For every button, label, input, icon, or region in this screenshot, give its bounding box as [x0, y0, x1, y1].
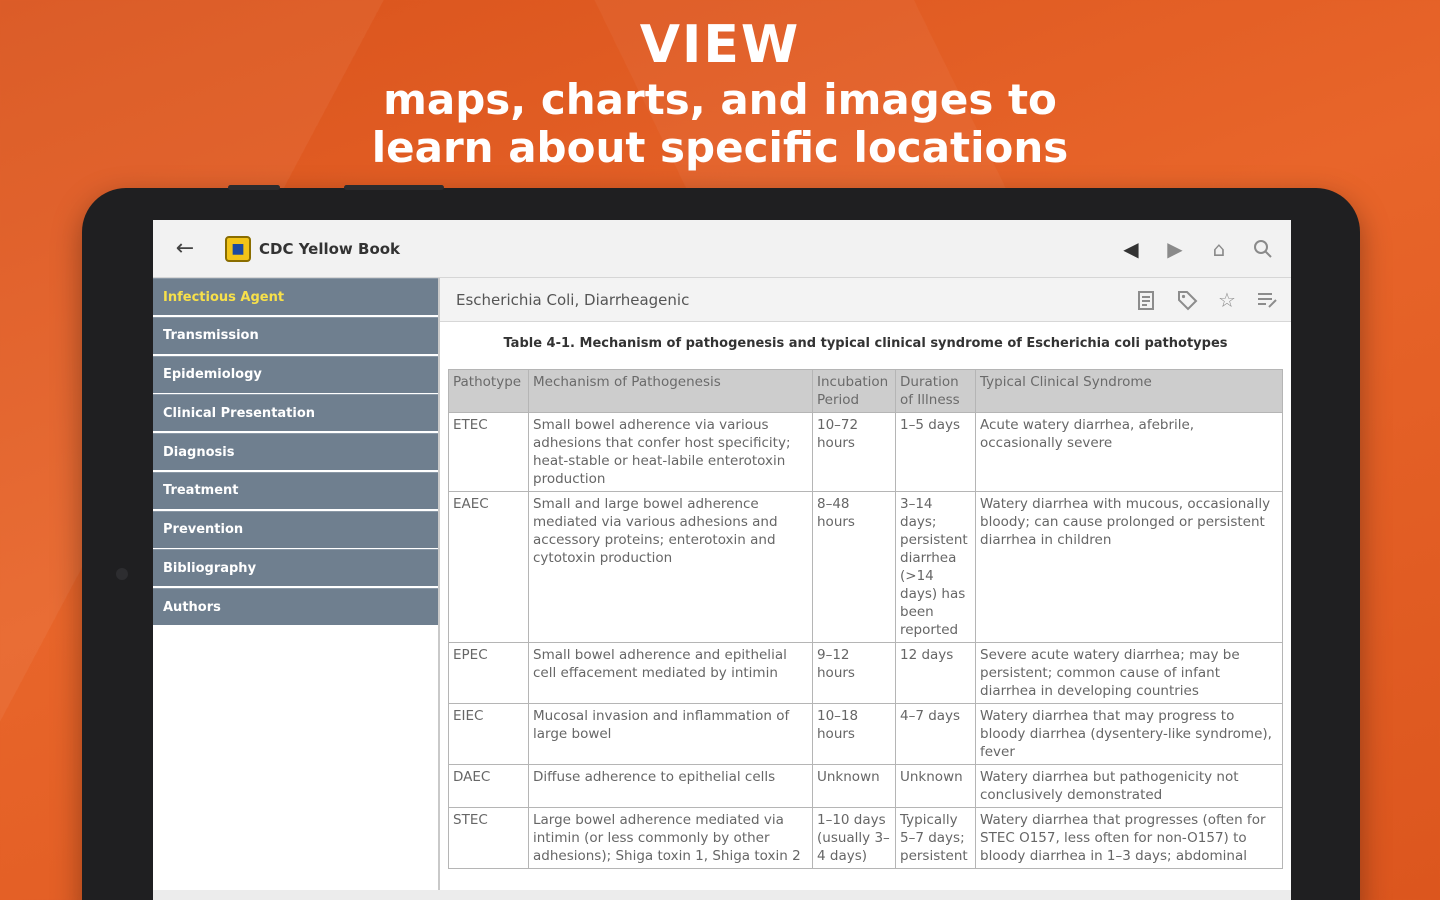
- table-row: [449, 492, 1283, 643]
- search-icon[interactable]: [1243, 229, 1283, 269]
- tag-icon[interactable]: [1169, 282, 1205, 318]
- app-bar: [153, 220, 1291, 278]
- cell-mechanism: Small bowel adherence via various adhesions that confer host specificity; heat-stable or heat-labile enterotoxin production: [529, 413, 813, 492]
- cell-duration: 4–7 days: [896, 704, 976, 765]
- header-syndrome: Typical Clinical Syndrome: [976, 370, 1283, 413]
- notes-icon[interactable]: [1129, 282, 1165, 318]
- cell-pathotype: EIEC: [449, 704, 529, 765]
- cell-mechanism: Large bowel adherence mediated via intimin (or less commonly by other adhesions); Shiga toxin 1, Shiga toxin 2: [529, 808, 813, 869]
- edit-list-icon[interactable]: [1249, 282, 1285, 318]
- header-incubation: Incubation Period: [813, 370, 896, 413]
- cell-duration: Unknown: [896, 765, 976, 808]
- app-title: CDC Yellow Book: [259, 239, 401, 258]
- app-logo-icon: ■: [225, 236, 251, 262]
- power-button: [344, 185, 444, 190]
- cell-mechanism: Small and large bowel adherence mediated via various adhesions and accessory proteins; enterotoxin and cytotoxin production: [529, 492, 813, 643]
- volume-button: [228, 185, 280, 190]
- table-row: [449, 765, 1283, 808]
- table-container: [440, 322, 1291, 869]
- cell-duration: Typically 5–7 days; persistent: [896, 808, 976, 869]
- previous-icon[interactable]: ◀: [1123, 236, 1139, 261]
- table-caption: Table 4-1. Mechanism of pathogenesis and typical clinical syndrome of Escherichia coli pathotypes: [503, 336, 1228, 351]
- sidebar-item-clinical-presentation[interactable]: Clinical Presentation: [153, 394, 439, 431]
- sidebar-item-authors[interactable]: Authors: [153, 588, 439, 625]
- topic-bar: [440, 278, 1291, 322]
- topic-title: Escherichia Coli, Diarrheagenic: [456, 290, 690, 309]
- cell-mechanism: Mucosal invasion and inflammation of large bowel: [529, 704, 813, 765]
- cell-pathotype: EPEC: [449, 643, 529, 704]
- app-screen: [153, 220, 1291, 900]
- header-pathotype: Pathotype: [449, 370, 529, 413]
- pathotype-table: [448, 369, 1283, 869]
- cell-syndrome: Watery diarrhea with mucous, occasionally bloody; can cause prolonged or persistent diarrhea in children: [976, 492, 1283, 643]
- header-duration: Duration of Illness: [896, 370, 976, 413]
- promo-banner: [0, 14, 1440, 172]
- cell-incubation: 1–10 days (usually 3–4 days): [813, 808, 896, 869]
- cell-incubation: 9–12 hours: [813, 643, 896, 704]
- sidebar-item-infectious-agent[interactable]: Infectious Agent: [153, 278, 439, 315]
- cell-duration: 12 days: [896, 643, 976, 704]
- sidebar-item-epidemiology[interactable]: Epidemiology: [153, 356, 439, 393]
- sidebar-item-bibliography[interactable]: Bibliography: [153, 549, 439, 586]
- cell-incubation: 10–18 hours: [813, 704, 896, 765]
- cell-pathotype: STEC: [449, 808, 529, 869]
- cell-mechanism: Diffuse adherence to epithelial cells: [529, 765, 813, 808]
- cell-mechanism: Small bowel adherence and epithelial cell effacement mediated by intimin: [529, 643, 813, 704]
- cell-syndrome: Acute watery diarrhea, afebrile, occasionally severe: [976, 413, 1283, 492]
- sidebar: [153, 278, 439, 900]
- cell-pathotype: DAEC: [449, 765, 529, 808]
- topic-actions: [1129, 282, 1285, 318]
- cell-pathotype: EAEC: [449, 492, 529, 643]
- cell-syndrome: Severe acute watery diarrhea; may be persistent; common cause of infant diarrhea in developing countries: [976, 643, 1283, 704]
- header-mechanism: Mechanism of Pathogenesis: [529, 370, 813, 413]
- next-icon[interactable]: ▶: [1167, 236, 1183, 261]
- sidebar-item-treatment[interactable]: Treatment: [153, 472, 439, 509]
- cell-duration: 1–5 days: [896, 413, 976, 492]
- cell-syndrome: Watery diarrhea but pathogenicity not conclusively demonstrated: [976, 765, 1283, 808]
- cell-syndrome: Watery diarrhea that progresses (often for STEC O157, less often for non-O157) to bloody diarrhea in 1–3 days; abdominal: [976, 808, 1283, 869]
- sidebar-item-transmission[interactable]: Transmission: [153, 317, 439, 354]
- back-arrow-icon[interactable]: ←: [175, 236, 195, 261]
- table-row: [449, 643, 1283, 704]
- table-row: [449, 704, 1283, 765]
- app-bar-actions: [1111, 229, 1283, 269]
- bottom-strip: [153, 890, 1291, 900]
- cell-syndrome: Watery diarrhea that may progress to bloody diarrhea (dysentery-like syndrome), fever: [976, 704, 1283, 765]
- cell-incubation: Unknown: [813, 765, 896, 808]
- cell-incubation: 8–48 hours: [813, 492, 896, 643]
- sidebar-item-diagnosis[interactable]: Diagnosis: [153, 433, 439, 470]
- cell-duration: 3–14 days; persistent diarrhea (>14 days) has been reported: [896, 492, 976, 643]
- home-icon[interactable]: ⌂: [1212, 236, 1226, 261]
- table-row: [449, 808, 1283, 869]
- camera-icon: [116, 568, 128, 580]
- table-header-row: [449, 370, 1283, 413]
- promo-line-2: learn about specific locations: [371, 123, 1069, 172]
- table-row: [449, 413, 1283, 492]
- cell-incubation: 10–72 hours: [813, 413, 896, 492]
- star-icon[interactable]: ☆: [1218, 287, 1236, 312]
- main-content: [440, 278, 1291, 900]
- sidebar-item-prevention[interactable]: Prevention: [153, 511, 439, 548]
- cell-pathotype: ETEC: [449, 413, 529, 492]
- promo-line-1: maps, charts, and images to: [383, 75, 1057, 124]
- promo-headline: VIEW: [639, 15, 801, 75]
